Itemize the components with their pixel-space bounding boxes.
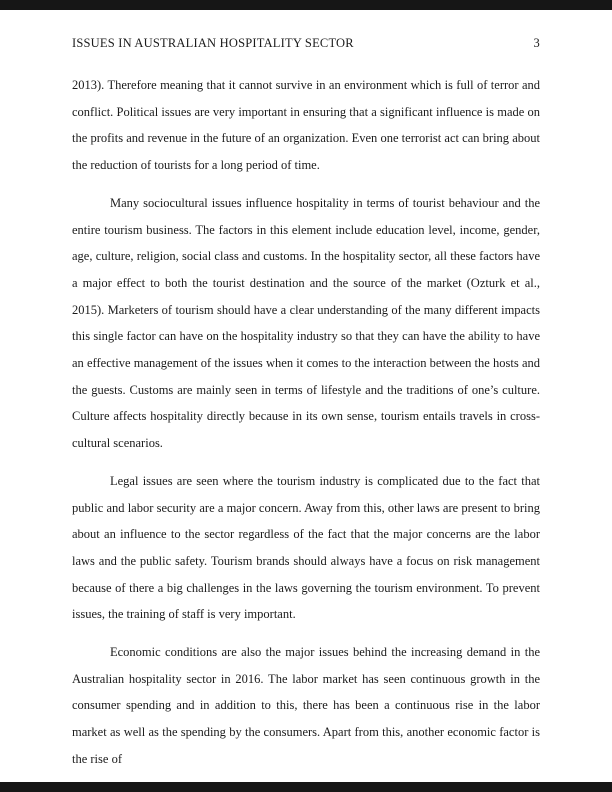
page-number: 3 bbox=[533, 36, 540, 50]
running-head: ISSUES IN AUSTRALIAN HOSPITALITY SECTOR bbox=[72, 36, 354, 50]
paragraph-political-issues: 2013). Therefore meaning that it cannot survive in an environment which is full of terror and conflict. Political issues are very important in ensuring that a significant influence is made on the profits and revenue in the future of an organization. Even one terrorist act can bring about the reduction of tourists for a long period of time. bbox=[72, 78, 540, 173]
paragraph-sociocultural-issues: Many sociocultural issues influence hospitality in terms of tourist behaviour and the entire tourism business. The factors in this element include education level, income, gender, age, culture, religion, social class and customs. In the hospitality sector, all these factors have a major effect to both the tourist destination and the source of the market (Ozturk et al., 2015). Marketers of tourism should have a clear understanding of the many different impacts this single factor can have on the hospitality industry so that they can have the ability to have an effective management of the issues when it comes to the interaction between the hosts and the guests. Customs are mainly seen in terms of lifestyle and the traditions of one’s culture. Culture affects hospitality directly because in its own sense, tourism entails travels in cross-cultural scenarios. bbox=[72, 195, 540, 451]
letterbox-top bbox=[0, 0, 612, 10]
paragraph-economic-conditions: Economic conditions are also the major issues behind the increasing demand in the Australian hospitality sector in 2016. The labor market has seen continuous growth in the consumer spending and in addition to this, there has been a continuous rise in the labor market as well as the spending by the consumers. Apart from this, another economic factor is the rise of bbox=[72, 645, 540, 766]
letterbox-bottom bbox=[0, 782, 612, 792]
page-header bbox=[0, 36, 612, 51]
paragraph-legal-issues: Legal issues are seen where the tourism industry is complicated due to the fact that public and labor security are a major concern. Away from this, other laws are present to bring about an influence to the sector regardless of the fact that the major concerns are the labor laws and the public safety. Tourism brands should always have a focus on risk management because of there a big challenges in the laws governing the tourism environment. To prevent issues, the training of staff is very important. bbox=[72, 473, 540, 622]
document-page bbox=[0, 10, 612, 782]
page-body bbox=[0, 72, 612, 773]
